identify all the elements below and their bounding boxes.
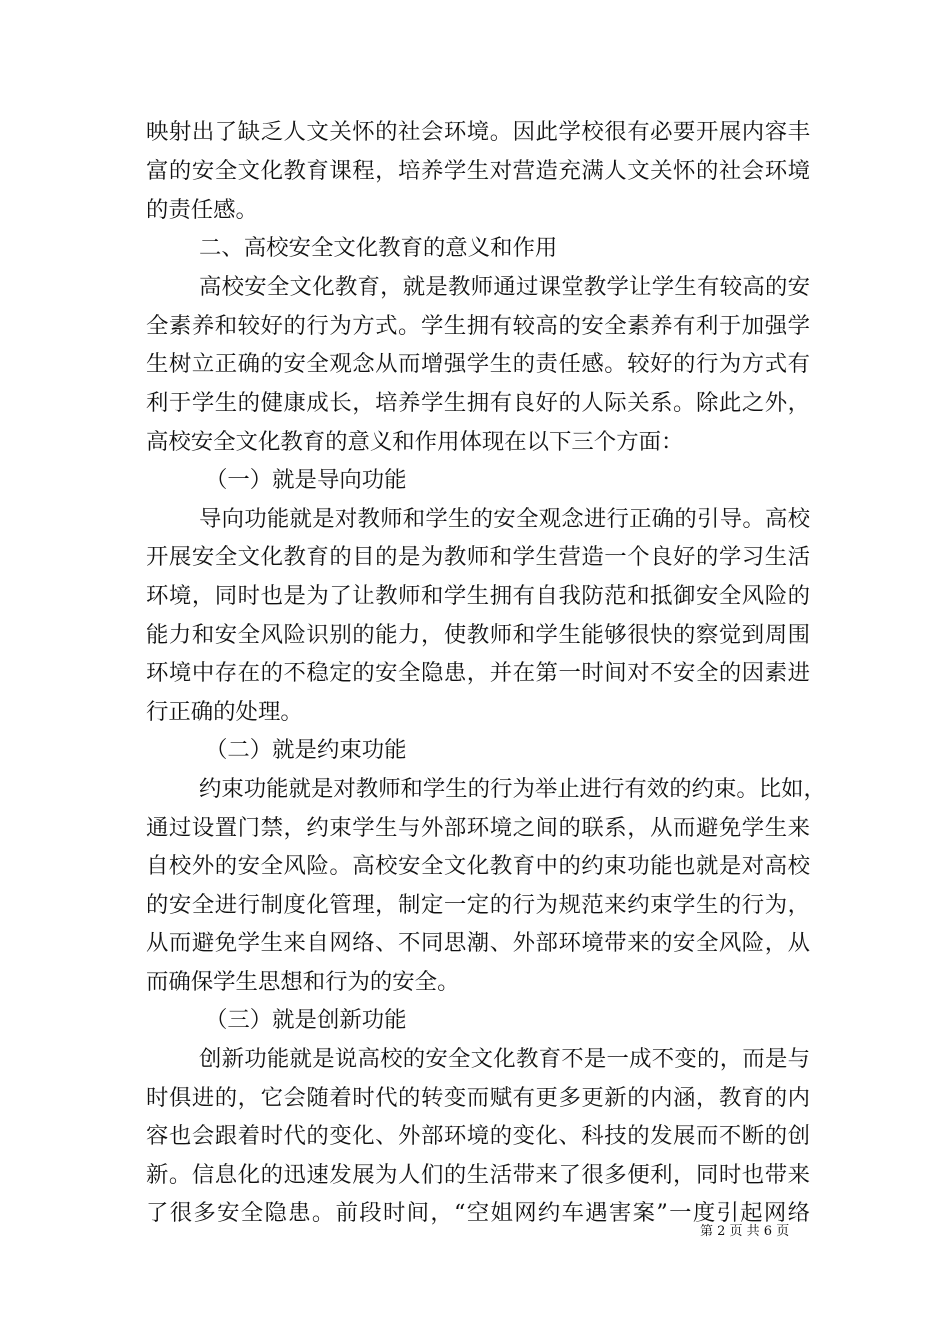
body-line: 的责任感。 bbox=[146, 197, 258, 223]
body-line: 而确保学生思想和行为的安全。 bbox=[146, 969, 460, 995]
body-line: 创新功能就是说高校的安全文化教育不是一成不变的，而是与 bbox=[199, 1046, 810, 1072]
body-line: 环境，同时也是为了让教师和学生拥有自我防范和抵御安全风险的 bbox=[146, 583, 810, 609]
body-line: 导向功能就是对教师和学生的安全观念进行正确的引导。高校 bbox=[199, 506, 810, 532]
body-line: 自校外的安全风险。高校安全文化教育中的约束功能也就是对高校 bbox=[146, 853, 810, 879]
body-line: 高校安全文化教育，就是教师通过课堂教学让学生有较高的安 bbox=[199, 274, 810, 300]
body-line: 全素养和较好的行为方式。学生拥有较高的安全素养有利于加强学 bbox=[146, 313, 810, 339]
body-line: 能力和安全风险识别的能力，使教师和学生能够很快的察觉到周围 bbox=[146, 622, 810, 648]
body-line: 环境中存在的不稳定的安全隐患，并在第一时间对不安全的因素进 bbox=[146, 660, 810, 686]
body-line: 开展安全文化教育的目的是为教师和学生营造一个良好的学习生活 bbox=[146, 544, 810, 570]
subsection-heading: （一）就是导向功能 bbox=[205, 467, 407, 493]
body-line: 了很多安全隐患。前段时间，“空姐网约车遇害案”一度引起网络 bbox=[146, 1200, 810, 1226]
body-line: 行正确的处理。 bbox=[146, 699, 303, 725]
body-line: 时俱进的，它会随着时代的转变而赋有更多更新的内涵，教育的内 bbox=[146, 1085, 810, 1111]
body-line: 容也会跟着时代的变化、外部环境的变化、科技的发展而不断的创 bbox=[146, 1123, 810, 1149]
body-line: 从而避免学生来自网络、不同思潮、外部环境带来的安全风险，从 bbox=[146, 930, 810, 956]
page-number-footer: 第 2 页 共 6 页 bbox=[700, 1224, 790, 1239]
body-line: 利于学生的健康成长，培养学生拥有良好的人际关系。除此之外， bbox=[146, 390, 810, 416]
body-line: 约束功能就是对教师和学生的行为举止进行有效的约束。比如， bbox=[199, 776, 826, 802]
section-heading: 二、高校安全文化教育的意义和作用 bbox=[199, 235, 558, 261]
body-line: 的安全进行制度化管理，制定一定的行为规范来约束学生的行为， bbox=[146, 892, 810, 918]
body-line: 通过设置门禁，约束学生与外部环境之间的联系，从而避免学生来 bbox=[146, 815, 810, 841]
body-line: 映射出了缺乏人文关怀的社会环境。因此学校很有必要开展内容丰 bbox=[146, 119, 810, 145]
body-line: 富的安全文化教育课程，培养学生对营造充满人文关怀的社会环境 bbox=[146, 158, 810, 184]
subsection-heading: （二）就是约束功能 bbox=[205, 737, 407, 763]
subsection-heading: （三）就是创新功能 bbox=[205, 1007, 407, 1033]
body-line: 生树立正确的安全观念从而增强学生的责任感。较好的行为方式有 bbox=[146, 351, 810, 377]
body-line: 高校安全文化教育的意义和作用体现在以下三个方面： bbox=[146, 429, 684, 455]
body-line: 新。信息化的迅速发展为人们的生活带来了很多便利，同时也带来 bbox=[146, 1162, 810, 1188]
